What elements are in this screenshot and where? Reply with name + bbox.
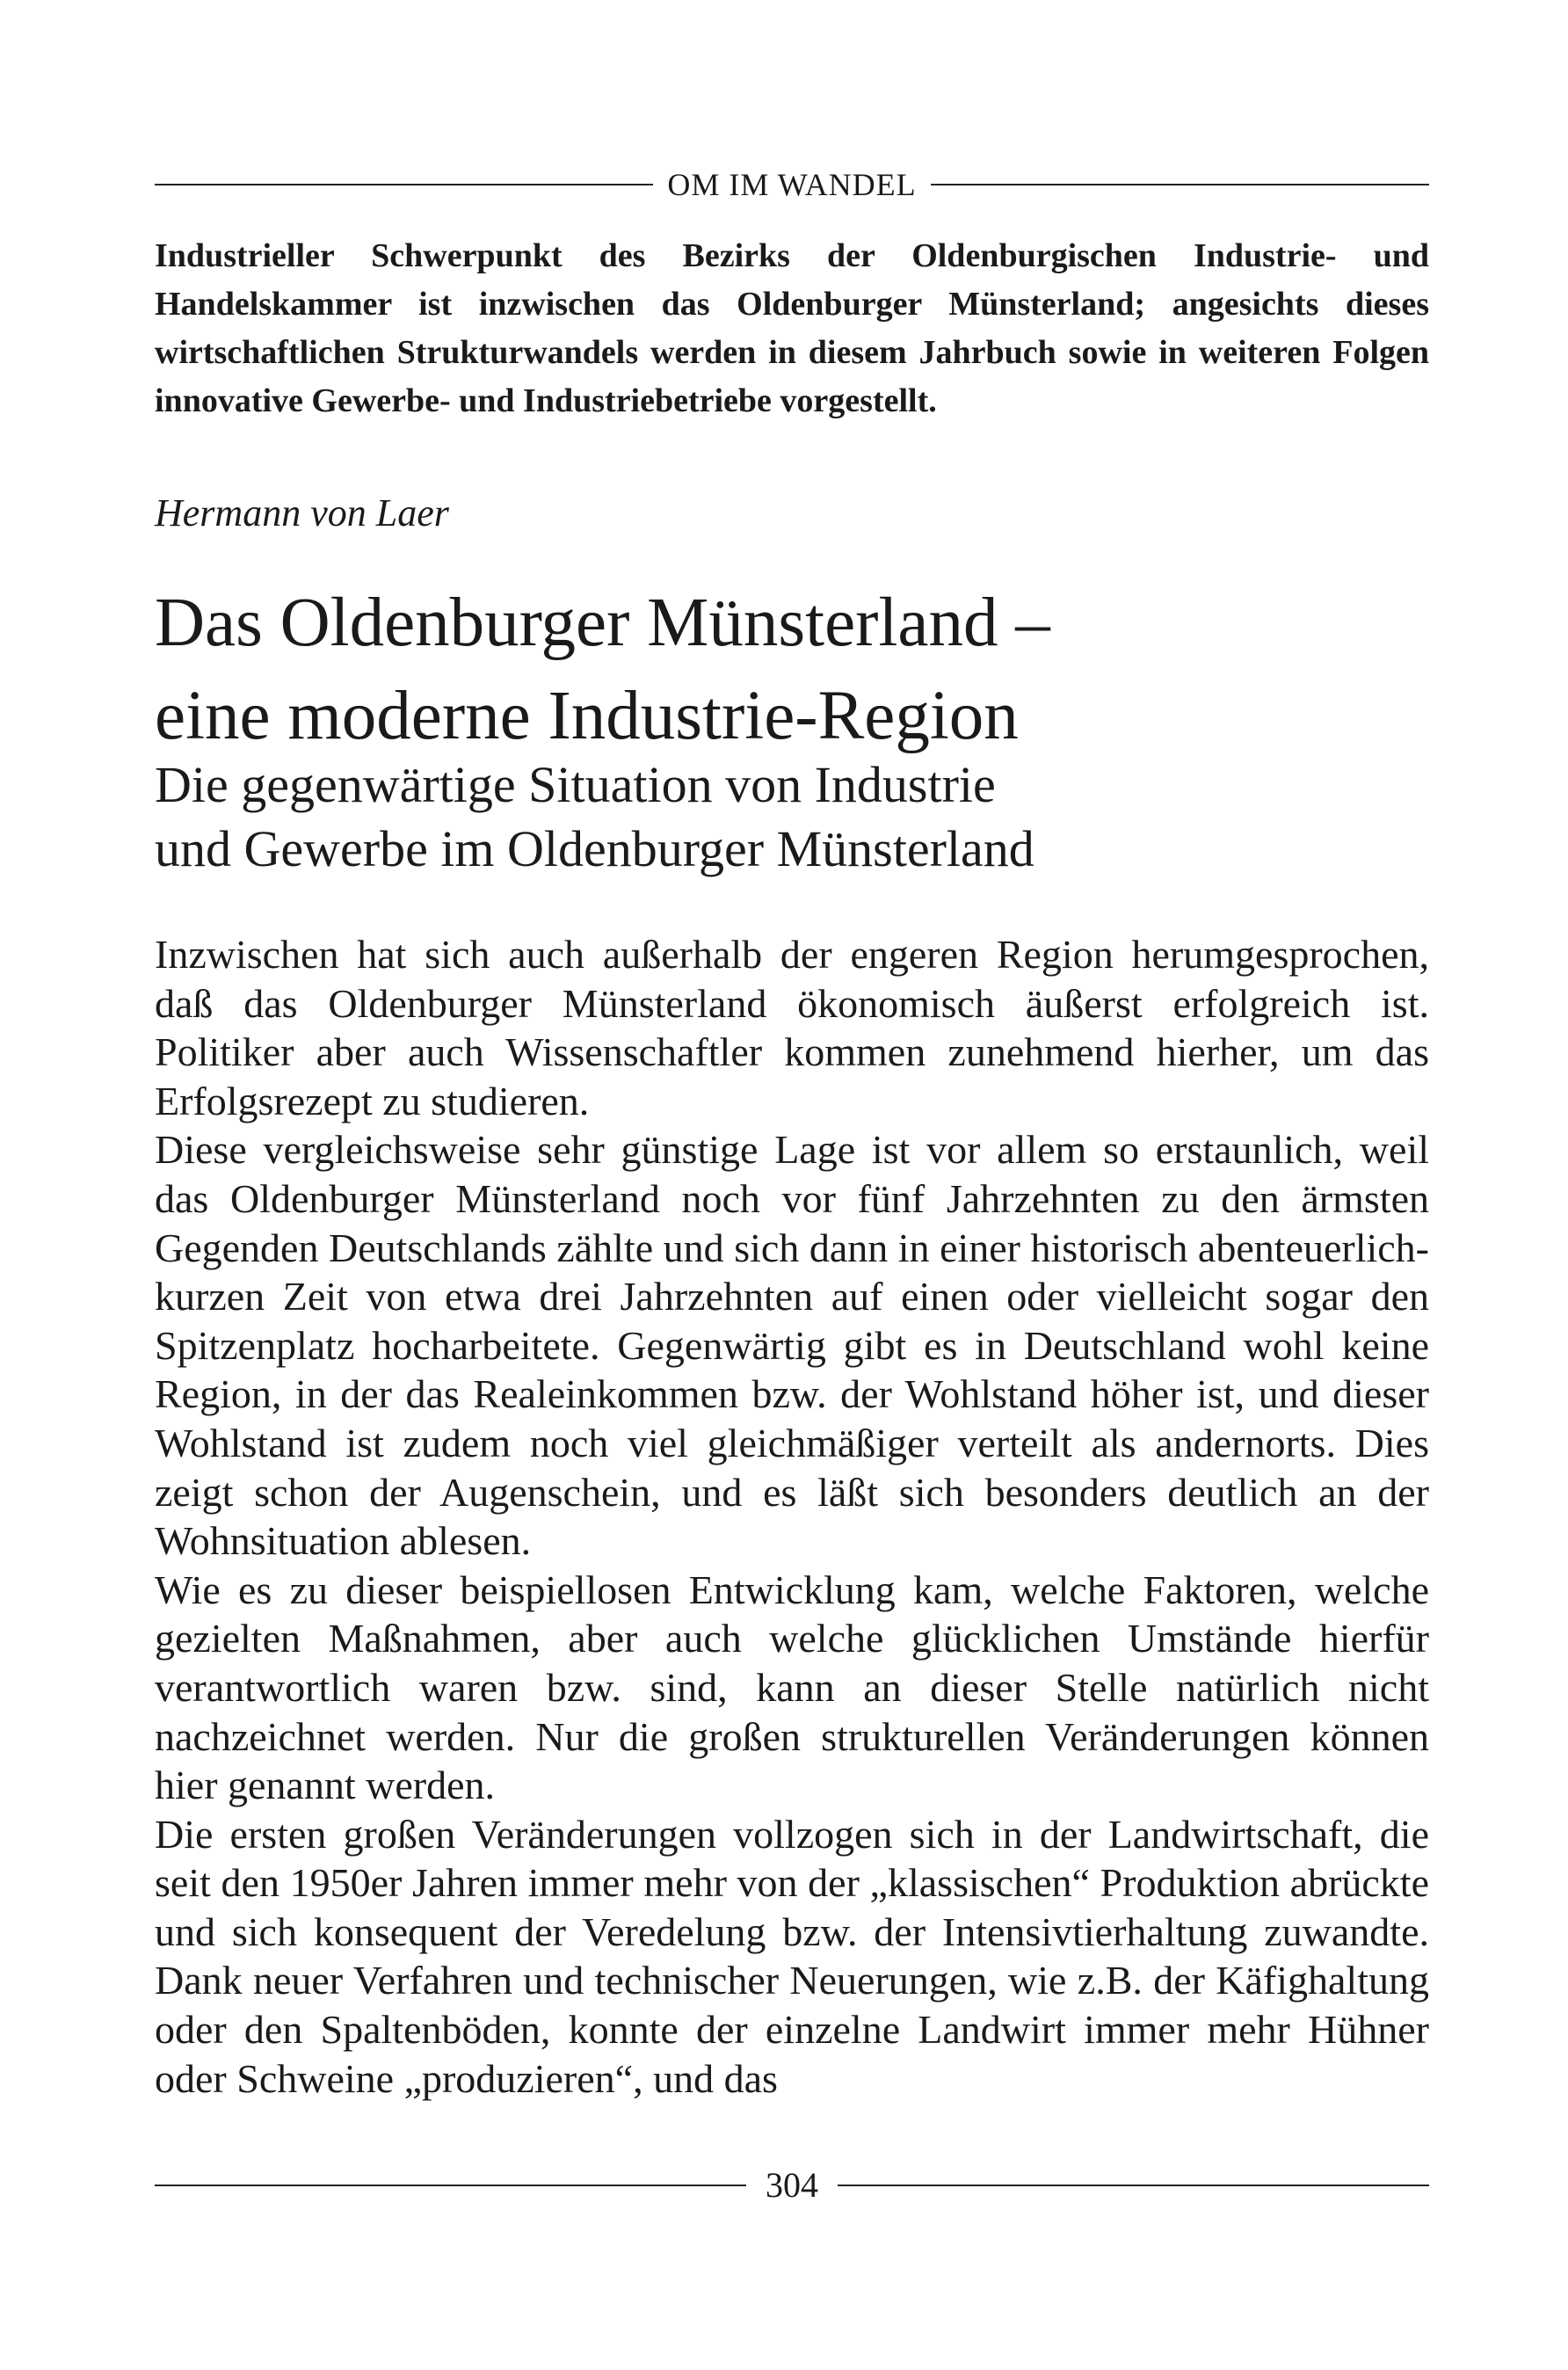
article-title bbox=[155, 577, 1429, 763]
running-head-right-rule bbox=[931, 184, 1429, 185]
body-paragraph: Inzwischen hat sich auch außerhalb der engeren Region herumgesprochen, daß das Oldenburger Münsterland ökonomisch äußerst erfolgreich ist. Politiker aber auch Wissenschaftler kommen zunehmend hierher, um das Erfolgsrezept zu studieren. bbox=[155, 932, 1429, 1123]
article-subtitle-line-1: Die gegenwärtige Situation von Industrie bbox=[155, 756, 996, 813]
body-paragraph: Diese vergleichsweise sehr günstige Lage ist vor allem so erstaunlich, weil das Oldenburger Münsterland noch vor fünf Jahrzehnten zu den ärmsten Gegenden Deutschlands zählte und sich dann in einer historisch abenteuerlich-kurzen Zeit von etwa drei Jahrzehnten auf einen oder vielleicht sogar den Spitzenplatz hocharbeitete. Gegenwärtig gibt es in Deutschland wohl keine Region, in der das Realeinkommen bzw. der Wohlstand höher ist, und dieser Wohlstand ist zudem noch viel gleichmäßiger verteilt als andernorts. Dies zeigt schon der Augenschein, und es läßt sich besonders deutlich an der Wohnsituation ablesen. bbox=[155, 1127, 1429, 1564]
article-title-line-2: eine moderne Industrie-Region bbox=[155, 678, 1019, 754]
article-title-line-1: Das Oldenburger Münsterland – bbox=[155, 585, 1050, 661]
running-head-text: OM IM WANDEL bbox=[667, 167, 917, 202]
body-paragraph: Die ersten großen Veränderungen vollzogen sich in der Landwirtschaft, die seit den 1950er Jahren immer mehr von der „klassischen“ Produktion abrückte und sich konsequent der Veredelung bzw. der Intensivtierhaltung zuwandte. Dank neuer Verfahren und technischer Neuerungen, wie z.B. der Käfighaltung oder den Spaltenböden, konnte der einzelne Landwirt immer mehr Hühner oder Schweine „produzieren“, und das bbox=[155, 1811, 1429, 2101]
footer-right-rule bbox=[838, 2185, 1429, 2186]
footer-left-rule bbox=[155, 2185, 746, 2186]
article-subtitle bbox=[155, 752, 1429, 881]
running-head-left-rule bbox=[155, 184, 653, 185]
intro-paragraph: Industrieller Schwerpunkt des Bezirks der Oldenburgischen Industrie- und Handelskammer ist inzwischen das Oldenburger Münsterland; angesichts dieses wirtschaftlichen Strukturwandels werden in diesem Jahrbuch sowie in weiteren Folgen innovative Gewerbe- und Industriebetriebe vorgestellt. bbox=[155, 237, 1429, 419]
page-number: 304 bbox=[766, 2165, 818, 2205]
running-head bbox=[155, 169, 1429, 200]
author-name: Hermann von Laer bbox=[155, 491, 449, 534]
page-footer bbox=[155, 2165, 1429, 2205]
body-paragraph: Wie es zu dieser beispiellosen Entwicklung kam, welche Faktoren, welche gezielten Maßnahmen, aber auch welche glücklichen Umstände hierfür verantwortlich waren bzw. sind, kann an dieser Stelle natürlich nicht nachzeichnet werden. Nur die großen strukturellen Veränderungen können hier genannt werden. bbox=[155, 1567, 1429, 1808]
article-subtitle-line-2: und Gewerbe im Oldenburger Münsterland bbox=[155, 820, 1034, 877]
body-text bbox=[155, 930, 1429, 2103]
